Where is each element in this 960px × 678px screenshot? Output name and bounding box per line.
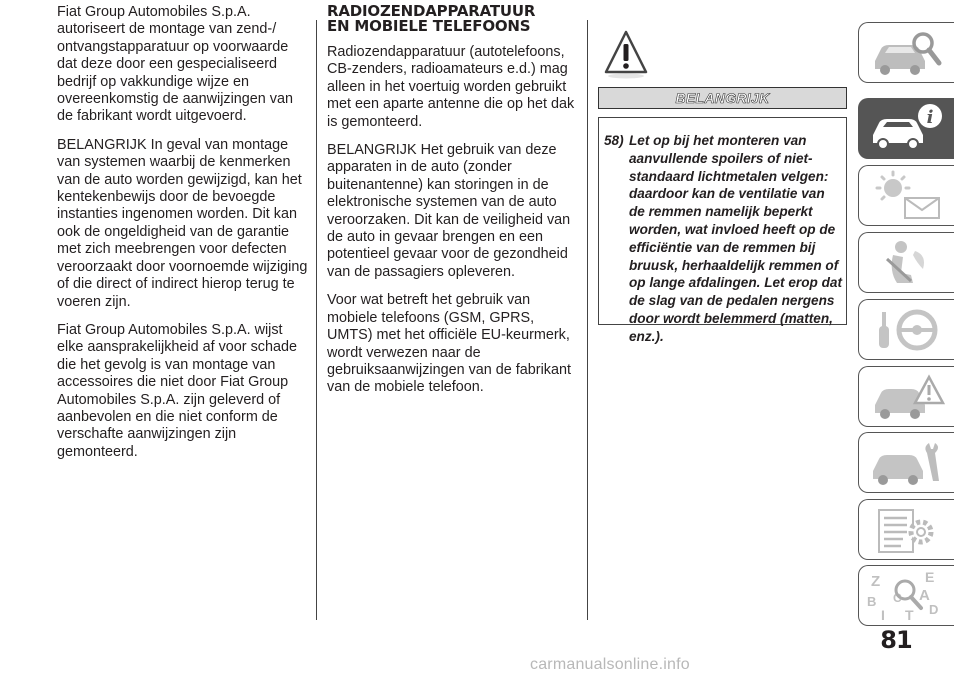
warning-triangle-icon [604,30,648,80]
column-divider [316,20,317,620]
paragraph: Fiat Group Automobiles S.p.A. wijst elke aansprakelijkheid af voor schade die het gevolg is van montage van accessoires die niet door Fiat Group Automobiles S.p.A. zijn geleverd of aanbevolen en die niet conform de verschafte aanwijzingen zijn gemonteerd. [57,321,297,460]
airbag-seat-icon [867,237,947,289]
svg-text:D: D [929,602,939,617]
tab-lights-messages[interactable] [858,165,954,226]
tab-emergency[interactable] [858,366,954,427]
left-column [57,4,309,472]
page-number: 81 [880,626,912,654]
car-crash-warning-icon [867,371,947,423]
car-info-icon [867,103,947,155]
svg-text:C: C [893,591,902,605]
lights-envelope-icon [867,170,947,222]
column-divider [587,20,588,620]
section-heading: RADIOZENDAPPARATUUR EN MOBIELE TELEFOONS [327,2,536,35]
paragraph: BELANGRIJK Het gebruik van deze apparaten in de auto (zonder buitenantenne) kan storingen in de elektronische systemen van de auto veroorzaken. Dit kan de veiligheid van de auto in gevaar brengen en een potentieel gevaar voor de gezondheid van de passagiers opleveren. [327,142,571,280]
middle-column [327,4,579,408]
svg-text:T: T [905,607,914,622]
paragraph: Fiat Group Automobiles S.p.A. autoriseert de montage van zend-/ ontvangstapparatuur op voorwaarde dat deze door een gespecialiseerd bedrijf op vakkundige wijze en overeenkomstig de aanwijzingen van de fabrikant wordt uitgevoerd. [57,4,293,125]
car-wrench-icon [867,437,947,489]
tab-car-search[interactable] [858,22,954,83]
svg-text:E: E [925,570,935,585]
key-steering-wheel-icon [867,304,947,356]
warning-text: Let op bij het monteren van aanvullende spoilers of niet-standaard lichtmetalen velgen: daardoor kan de ventilatie van de remmen namelijk beperkt worden, wat invloed heeft op de efficiëntie van de remmen bij bruusk, herhaaldelijk remmen of op lange afdalingen. Let erop dat de slag van de pedalen nergens door wordt belemmerd (matten, enz.). [629,133,842,344]
tab-car-info[interactable] [858,98,954,159]
tab-technical-data[interactable] [858,499,954,560]
svg-text:i: i [926,107,934,128]
svg-text:Z: Z [871,573,881,590]
warning-number: 58) [604,133,624,148]
warning-title-bar [598,87,847,109]
svg-text:A: A [919,587,930,604]
svg-text:I: I [881,607,885,622]
specs-gear-icon [867,504,947,556]
paragraph: BELANGRIJK In geval van montage van systemen waarbij de kenmerken van de auto worden gewijzigd, kan het kentekenbewijs door de bevoegde instanties ingenomen worden. Dit kan ook de ongeldigheid van de garantie met zich meebrengen voor defecten veroorzaakt door voornoemde wijziging of die direct of indirect hierop terug te voeren zijn. [57,136,308,310]
svg-text:B: B [867,594,877,609]
tab-safety[interactable] [858,232,954,293]
tab-index[interactable] [858,565,954,626]
watermark: carmanualsonline.info [530,656,690,673]
tab-starting-driving[interactable] [858,299,954,360]
alphabet-index-icon [867,570,947,622]
tab-maintenance[interactable] [858,432,954,493]
paragraph: Radiozendapparatuur (autotelefoons, CB-zenders, radioamateurs e.d.) mag alleen in het voertuig worden gebruikt met een aparte antenne die op het dak is gemonteerd. [327,44,575,130]
car-search-icon [867,27,947,79]
warning-title: BELANGRIJK [675,90,770,106]
paragraph: Voor wat betreft het gebruik van mobiele telefoons (GSM, GPRS, UMTS) met het officiële EU-keurmerk, wordt verwezen naar de gebruiksaanwijzingen van de fabrikant van de mobiele telefoon. [327,292,571,396]
